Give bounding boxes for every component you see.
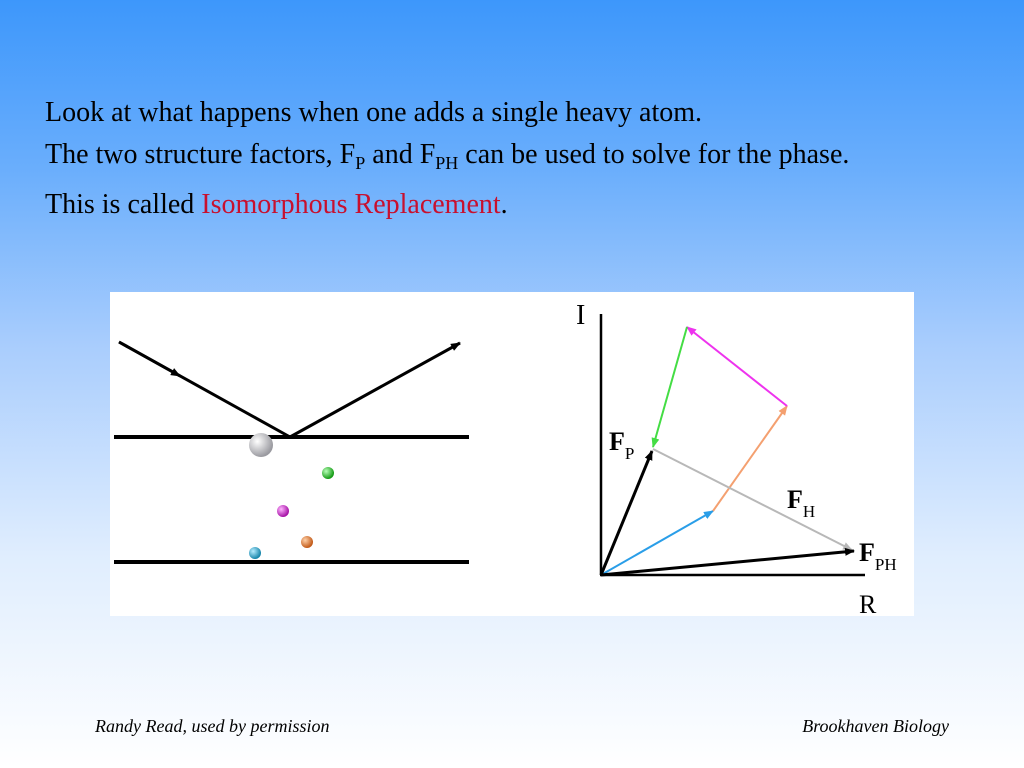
label-fp: $F_P$ — [609, 427, 635, 463]
atom-magenta — [277, 505, 289, 517]
footer-institution: Brookhaven Biology — [802, 716, 949, 736]
vector-fp — [601, 451, 652, 575]
axis-label-r: R — [859, 590, 877, 616]
vector-green — [653, 327, 687, 447]
atom-orange — [301, 536, 313, 548]
isomorphous-replacement-term: Isomorphous Replacement — [201, 189, 501, 220]
heavy-atom — [249, 433, 273, 457]
line-isomorphous: This is called Isomorphous Replacement. — [45, 189, 508, 220]
axis-label-i: I — [576, 300, 586, 331]
diffracted-beam — [290, 343, 460, 437]
vector-fph — [601, 551, 854, 575]
line-structure-factors: The two structure factors, $F_P$ and $F_{PH}$ can be used to solve for the phase. — [45, 139, 850, 173]
footer-credit: Randy Read, used by permission — [95, 716, 330, 736]
vector-orange — [713, 406, 787, 511]
diagram-panel — [110, 292, 914, 616]
vector-fh — [653, 449, 852, 550]
label-fh: $F_H$ — [787, 485, 816, 521]
diagram-svg — [110, 292, 914, 616]
atom-cyan — [249, 547, 261, 559]
vector-magenta — [687, 327, 787, 406]
atom-green — [322, 467, 334, 479]
slide-text — [45, 92, 1020, 226]
line-heavy-atom: Look at what happens when one adds a single heavy atom. — [45, 97, 703, 128]
incident-beam-arrow — [119, 342, 180, 376]
subscript-ph: PH — [435, 153, 459, 173]
label-fph: $F_{PH}$ — [859, 538, 897, 574]
subscript-p: P — [355, 153, 366, 173]
